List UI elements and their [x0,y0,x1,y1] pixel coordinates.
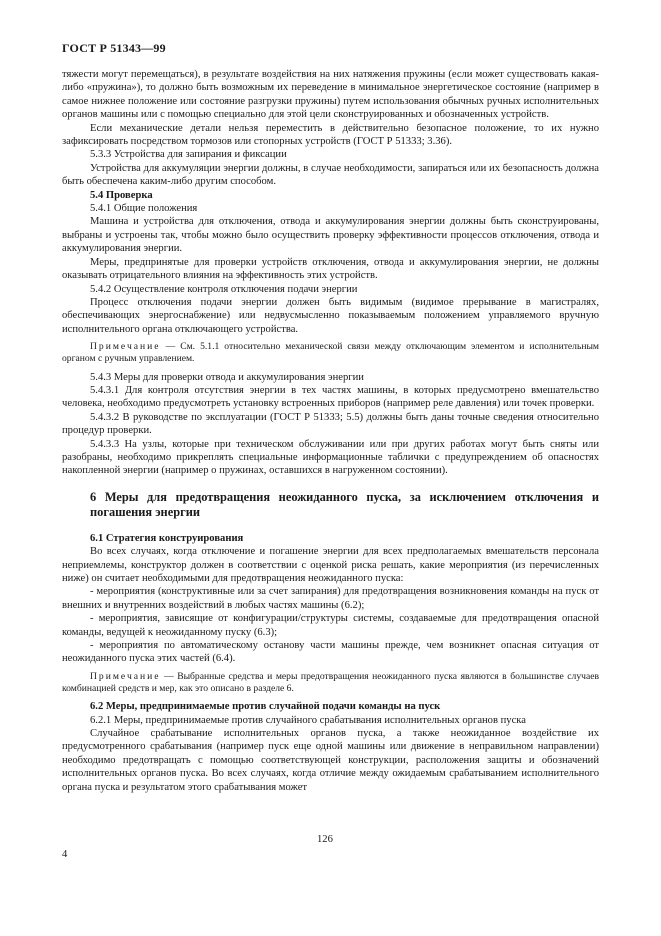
note [62,671,599,695]
note-label: Примечание [90,670,161,682]
section-heading: 5.4 Проверка [90,189,153,201]
list-item: - мероприятия по автоматическому останову части машины прежде, чем возникнет опасная ситуация от неожиданного пуска этих частей (6.4). [62,640,599,665]
note [62,341,599,365]
paragraph: Машина и устройства для отключения, отвода и аккумулирования энергии должны быть сконструированы, выбраны и устроены так, чтобы можно было осуществить проверку эффективности процессов отключения, отвода и аккумулирования энергии. [62,216,599,255]
paragraph: тяжести могут перемещаться), в результате воздействия на них натяжения пружины (если может существовать какая-либо «пружина»), то должно быть возможным их переведение в минимальное энергетическое состояние (например в самое нижнее положение или состояние разгрузки пружины) путем использования обычных ручных исполнительных органов машины или с помощью специально для этой цели сконструированных и обозначенных устройств. [62,69,599,121]
subsection-heading: 6.2.1 Меры, предпринимаемые против случайного срабатывания исполнительных органов пуска [90,714,526,726]
page-number-left: 4 [62,849,68,860]
paragraph: 5.4.3.1 Для контроля отсутствия энергии в тех частях машины, в которых предусмотрено вмешательство человека, необходимо предусмотреть установку встроенных приборов (например реле давления) или точек проверки. [62,384,599,410]
subsection-heading: 5.4.2 Осуществление контроля отключения подачи энергии [90,283,358,295]
paragraph: Процесс отключения подачи энергии должен быть видимым (видимое прерывание в магистралях, обеспечивающих энергоснабжение) или недвусмысленно показываемым положением управляемого вручную исполнительного органа отключающего устройства. [62,296,599,335]
page-number-center: 126 [317,834,333,845]
paragraph: Случайное срабатывание исполнительных органов пуска, а также неожиданное воздействие их предусмотренного срабатывания (например пуск еще одной машины или движение в неправильном направлении) необходимо предотвращать с помощью соответствующей конструкции, расположения защиты и обозначений исполнительных органов пуска. Во всех случаях, когда отличие между ожидаемым срабатыванием исполнительного органа пуска и результатом этого срабатывания может [62,728,599,793]
paragraph: Во всех случаях, когда отключение и погашение энергии для всех предполагаемых вмешательств персонала неприемлемы, конструктор должен в соответствии с оценкой риска решать, какие мероприятия (из перечисленных ниже) он считает необходимыми для предотвращения неожиданного пуска: [62,546,599,584]
chapter-heading: 6 Меры для предотвращения неожиданного пуска, за исключением отключения и погашения энергии [90,489,599,519]
section-heading: 6.2 Меры, предпринимаемые против случайной подачи команды на пуск [90,701,441,713]
list-item: - мероприятия, зависящие от конфигурации/структуры системы, создаваемые для предотвращения опасной команды, ведущей к неожиданному пуску (6.3); [62,613,599,638]
subsection-heading: 5.3.3 Устройства для запирания и фиксации [90,149,287,161]
document-header: ГОСТ Р 51343—99 [62,41,166,55]
document-body [62,68,599,794]
paragraph: 5.4.3.3 На узлы, которые при техническом обслуживании или при других работах могут быть сняты или разобраны, необходимо прикреплять специальные информационные таблички с предупреждением об опасностях накопленной энергии (например о пружинах, оставшихся в нагруженном состоянии). [62,438,599,477]
paragraph: Если механические детали нельзя переместить в действительно безопасное положение, то их нужно зафиксировать посредством тормозов или стопорных устройств (ГОСТ Р 51333; 3.36). [62,122,599,148]
note-text: — См. 5.1.1 относительно механической связи между отключающим элементом и исполнительным органом с ручным управлением. [62,341,599,365]
note-label: Примечание [90,341,161,353]
note-text: — Выбранные средства и меры предотвращения неожиданного пуска являются в большинстве случаев комбинацией средств и мер, как это описано в разделе 6. [62,670,599,695]
section-heading: 6.1 Стратегия конструирования [90,532,244,544]
paragraph: Меры, предпринятые для проверки устройств отключения, отвода и аккумулирования энергии, не должны оказывать отрицательного влияния на эффективность этих устройств. [62,256,599,282]
subsection-heading: 5.4.3 Меры для проверки отвода и аккумулирования энергии [90,371,364,383]
subsection-heading: 5.4.1 Общие положения [90,203,198,215]
paragraph: 5.4.3.2 В руководстве по эксплуатации (ГОСТ Р 51333; 5.5) должны быть даны точные сведения относительно процедур проверки. [62,411,599,437]
list-item: - мероприятия (конструктивные или за счет запирания) для предотвращения возникновения команды на пуск от внешних и внутренних воздействий в любых частях машины (6.2); [62,586,599,611]
paragraph: Устройства для аккумуляции энергии должны, в случае необходимости, запираться или их безопасность должна быть обеспечена каким-либо другим способом. [62,162,599,188]
